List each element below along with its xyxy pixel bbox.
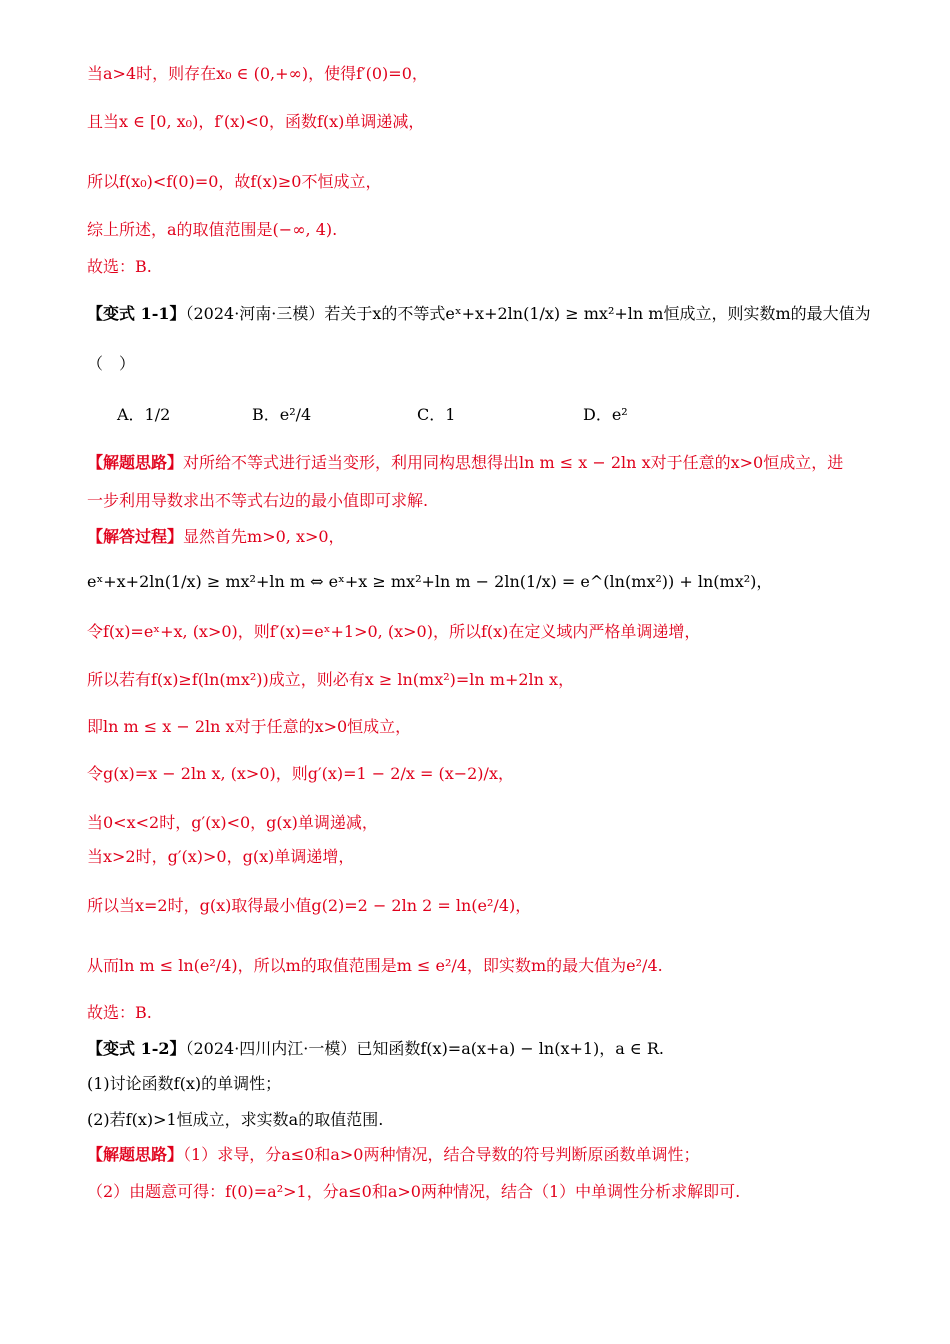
variant-tag: 【变式 1-1】 xyxy=(87,304,186,323)
idea-text-cont: 一步利用导数求出不等式右边的最小值即可求解. xyxy=(87,491,429,510)
answer-paren: （ ） xyxy=(87,354,136,373)
variant-text: （2024·四川内江·一模）已知函数f(x)=a(x+a) − ln(x+1)，a ∈ R. xyxy=(185,1039,664,1058)
text-line: 所以若有f(x)≥f(ln(mx²))成立，则必有x ≥ ln(mx²)=ln m+2ln x， xyxy=(87,670,575,689)
question-part-2: (2)若f(x)>1恒成立，求实数a的取值范围. xyxy=(87,1110,384,1129)
text-line: 所以f(x₀)<f(0)=0，故f(x)≥0不恒成立， xyxy=(87,172,382,191)
idea-tag: 【解题思路】 xyxy=(87,1145,184,1164)
answer-line: 故选：B. xyxy=(87,1003,152,1022)
option-c: C．1 xyxy=(417,405,456,424)
idea-text: 对所给不等式进行适当变形，利用同构思想得出ln m ≤ x − 2ln x对于任意的x>0恒成立，进 xyxy=(183,453,844,472)
solution-idea xyxy=(87,451,880,475)
text-line: 综上所述，a的取值范围是(−∞, 4). xyxy=(87,220,338,239)
process-tag: 【解答过程】 xyxy=(87,527,184,546)
process-text: 显然首先m>0, x>0， xyxy=(183,527,345,546)
formula-line: eˣ+x+2ln(1/x) ≥ mx²+ln m ⇔ eˣ+x ≥ mx²+ln m − 2ln(1/x) = e^(ln(mx²)) + ln(mx²)， xyxy=(87,572,773,591)
text-line: 即ln m ≤ x − 2ln x对于任意的x>0恒成立， xyxy=(87,717,412,736)
idea-text-cont: （2）由题意可得：f(0)=a²>1，分a≤0和a>0两种情况，结合（1）中单调性分析求解即可. xyxy=(87,1182,741,1201)
option-d: D．e² xyxy=(583,405,628,424)
variant-1-2-question xyxy=(87,1037,880,1061)
text-line: 令f(x)=eˣ+x, (x>0)，则f′(x)=eˣ+1>0, (x>0)，所以f(x)在定义域内严格单调递增， xyxy=(87,622,701,641)
option-a: A．1/2 xyxy=(117,405,171,424)
text-line: 从而ln m ≤ ln(e²/4)，所以m的取值范围是m ≤ e²/4，即实数m的最大值为e²/4. xyxy=(87,956,663,975)
question-part-1: (1)讨论函数f(x)的单调性； xyxy=(87,1074,282,1093)
variant-text: （2024·河南·三模）若关于x的不等式eˣ+x+2ln(1/x) ≥ mx²+ln m恒成立，则实数m的最大值为 xyxy=(185,304,871,323)
answer-line: 故选：B. xyxy=(87,257,152,276)
text-line: 令g(x)=x − 2ln x, (x>0)，则g′(x)=1 − 2/x = (x−2)/x， xyxy=(87,764,514,783)
text-line: 当x>2时，g′(x)>0，g(x)单调递增， xyxy=(87,847,355,866)
idea-tag: 【解题思路】 xyxy=(87,453,184,472)
idea-text: （1）求导，分a≤0和a>0两种情况，结合导数的符号判断原函数单调性； xyxy=(183,1145,700,1164)
solution-process xyxy=(87,525,880,549)
option-b: B．e²/4 xyxy=(252,405,312,424)
variant-tag: 【变式 1-2】 xyxy=(87,1039,186,1058)
text-line: 且当x ∈ [0, x₀)，f′(x)<0，函数f(x)单调递减， xyxy=(87,112,425,131)
variant-1-1-question xyxy=(87,302,880,326)
text-line: 当a>4时，则存在x₀ ∈ (0,+∞)，使得f′(0)=0， xyxy=(87,64,428,83)
solution-idea xyxy=(87,1143,880,1167)
text-line: 当0<x<2时，g′(x)<0，g(x)单调递减， xyxy=(87,813,378,832)
text-line: 所以当x=2时，g(x)取得最小值g(2)=2 − 2ln 2 = ln(e²/4)， xyxy=(87,896,532,915)
